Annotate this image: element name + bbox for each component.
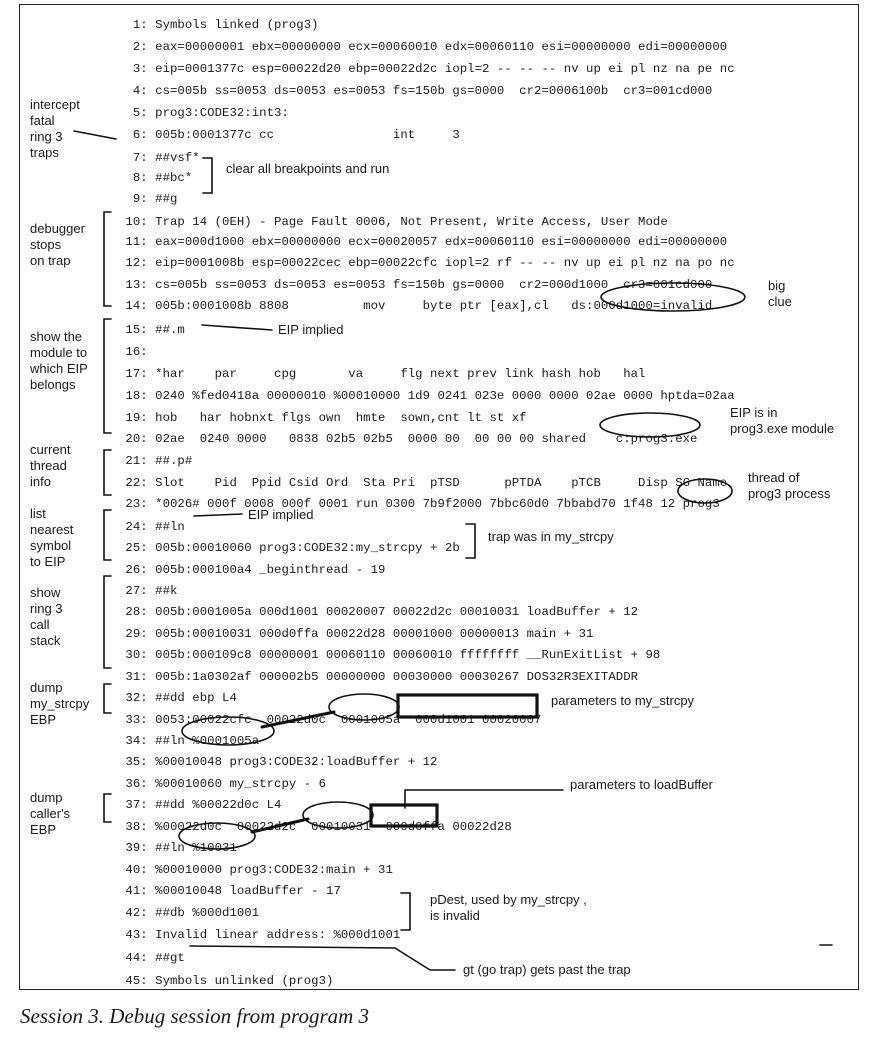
box-loadbuffer-param — [371, 805, 437, 826]
listing-line: 32: ##dd ebp L4 — [118, 691, 237, 705]
listing-line: 44: ##gt — [118, 951, 185, 965]
circle-prog3-name — [678, 479, 732, 503]
bracket-thread — [104, 450, 111, 495]
note-trap-in-strcpy: trap was in my_strcpy — [488, 529, 614, 544]
listing-line: 6: 005b:0001377c cc int 3 — [118, 128, 460, 142]
listing-line: 27: ##k — [118, 584, 178, 598]
listing-line: 14: 005b:0001008b 8808 mov byte ptr [eax],cl ds:000d1000=invalid — [118, 299, 713, 313]
pointer-intercept — [74, 131, 116, 139]
listing-line: 18: 0240 %fed0418a 00000010 %00010000 1d9 0241 023e 0000 0000 02ae 0000 hptda=02aa — [118, 389, 735, 403]
listing-line: 25: 005b:00010060 prog3:CODE32:my_strcpy + 2b — [118, 541, 460, 555]
listing-line: 1: Symbols linked (prog3) — [118, 18, 319, 32]
note-intercept-traps: intercept fatal ring 3 traps — [30, 97, 80, 160]
note-eip-in-module: EIP is in prog3.exe module — [730, 405, 835, 436]
listing-line: 10: Trap 14 (0EH) - Page Fault 0006, Not Present, Write Access, User Mode — [118, 215, 668, 229]
pointer-go-trap — [190, 946, 455, 970]
listing-line: 26: 005b:000100a4 _beginthread - 19 — [118, 563, 386, 577]
listing-line: 28: 005b:0001005a 000d1001 00020007 00022d2c 00010031 loadBuffer + 12 — [118, 605, 639, 619]
box-strcpy-params — [398, 695, 537, 717]
listing-line: 16: — [118, 345, 148, 359]
listing-line: 39: ##ln %10031 — [118, 841, 237, 855]
listing-line: 19: hob har hobnxt flgs own hmte sown,cnt lt st xf — [118, 411, 527, 425]
note-params-strcpy: parameters to my_strcpy — [551, 693, 695, 708]
note-eip-implied-2: EIP implied — [248, 507, 314, 522]
listing-line: 43: Invalid linear address: %000d1001 — [118, 928, 401, 942]
circle-pct-10031 — [179, 823, 255, 849]
listing-line: 36: %00010060 my_strcpy - 6 — [118, 777, 327, 791]
note-dump-caller-ebp: dump caller's EBP — [30, 790, 71, 837]
bracket-dump-caller — [104, 794, 111, 822]
note-eip-implied-1: EIP implied — [278, 322, 344, 337]
listing-line: 34: ##ln %0001005a — [118, 734, 260, 748]
note-thread-of-process: thread of prog3 process — [748, 470, 831, 501]
note-current-thread: current thread info — [30, 442, 71, 489]
link-return-address-2 — [252, 819, 308, 832]
bracket-clear-breakpoints — [203, 158, 212, 193]
listing-line: 38: %00022d0c 00022d2c 00010031 000d0ffa 00022d28 — [118, 820, 512, 834]
listing-line: 2: eax=00000001 ebx=00000000 ecx=00060010 edx=00060110 esi=00000000 edi=00000000 — [118, 40, 728, 54]
pointer-eip-implied-1 — [202, 325, 272, 330]
bracket-call-stack — [104, 576, 111, 668]
circle-prog3-exe — [600, 413, 700, 437]
circle-invalid-address — [601, 283, 745, 311]
listing-line: 7: ##vsf* — [118, 151, 200, 165]
listing-line: 37: ##dd %00022d0c L4 — [118, 798, 282, 812]
listing-line: 35: %00010048 prog3:CODE32:loadBuffer + 12 — [118, 755, 438, 769]
note-debugger-stops: debugger stops on trap — [30, 221, 85, 268]
listing-line: 11: eax=000d1000 ebx=00000000 ecx=00020057 edx=00060110 esi=00000000 edi=00000000 — [118, 235, 728, 249]
bracket-trap — [104, 212, 111, 306]
note-big-clue: big clue — [768, 278, 792, 309]
note-show-module: show the module to which EIP belongs — [30, 329, 88, 392]
listing-line: 17: *har par cpg va flg next prev link hash hob hal — [118, 367, 646, 381]
note-params-loadbuffer: parameters to loadBuffer — [570, 777, 713, 792]
bracket-dump-strcpy — [104, 684, 111, 713]
listing-line: 4: cs=005b ss=0053 ds=0053 es=0053 fs=150b gs=0000 cr2=0006100b cr3=001cd000 — [118, 84, 713, 98]
note-go-trap: gt (go trap) gets past the trap — [463, 962, 631, 977]
pointer-eip-implied-2 — [194, 514, 242, 516]
listing-line: 5: prog3:CODE32:int3: — [118, 106, 289, 120]
note-show-ring3: show ring 3 call stack — [30, 585, 63, 648]
bracket-module — [104, 319, 111, 433]
circle-0001005a — [329, 694, 399, 720]
bracket-pdest — [401, 893, 410, 930]
note-pdest-invalid: pDest, used by my_strcpy , is invalid — [430, 892, 587, 923]
link-return-address-1 — [262, 712, 334, 727]
listing-line: 30: 005b:000109c8 00000001 00060110 00060010 ffffffff __RunExitList + 98 — [118, 648, 661, 662]
caption: Session 3. Debug session from program 3 — [20, 1004, 370, 1028]
listing-line: 15: ##.m — [118, 323, 185, 337]
listing-line: 22: Slot Pid Ppid Csid Ord Sta Pri pTSD pPTDA pTCB Disp SG Name — [118, 476, 728, 490]
listing-line: 8: ##bc* — [118, 171, 193, 185]
circle-00010031 — [303, 802, 373, 828]
listing-line: 12: eip=0001008b esp=00022cec ebp=00022cfc iopl=2 rf -- -- nv up ei pl nz na po nc — [118, 256, 735, 270]
note-list-nearest: list nearest symbol to EIP — [30, 506, 74, 569]
listing-line: 33: 0053:00022cfc 00022d0c 0001005a 000d1001 00020007 — [118, 713, 542, 727]
listing-line: 24: ##ln — [118, 520, 185, 534]
listing-line: 21: ##.p# — [118, 454, 193, 468]
listing-line: 20: 02ae 0240 0000 0838 02b5 02b5 0000 00 00 00 00 shared c:prog3.exe — [118, 432, 698, 446]
listing-line: 23: *0026# 000f 0008 000f 0001 run 0300 7b9f2000 7bbc60d0 7bbabd70 1f48 12 prog3 — [118, 497, 720, 511]
listing-line: 40: %00010000 prog3:CODE32:main + 31 — [118, 863, 393, 877]
listing-line: 13: cs=005b ss=0053 ds=0053 es=0053 fs=150b gs=0000 cr2=000d1000 cr3=001cd000 — [118, 278, 713, 292]
listing-line: 45: Symbols unlinked (prog3) — [118, 974, 334, 988]
circle-pct-0001005a — [182, 717, 274, 745]
note-dump-strcpy-ebp: dump my_strcpy EBP — [30, 680, 90, 727]
listing-line: 41: %00010048 loadBuffer - 17 — [118, 884, 341, 898]
listing-line: 42: ##db %000d1001 — [118, 906, 260, 920]
bracket-trap-in-strcpy — [466, 524, 475, 558]
listing-line: 3: eip=0001377c esp=00022d20 ebp=00022d2c iopl=2 -- -- -- nv up ei pl nz na pe nc — [118, 62, 735, 76]
bracket-symbol — [104, 510, 111, 560]
listing-line: 29: 005b:00010031 000d0ffa 00022d28 00001000 00000013 main + 31 — [118, 627, 594, 641]
note-clear-breakpoints: clear all breakpoints and run — [226, 161, 390, 176]
listing-line: 9: ##g — [118, 192, 178, 206]
listing-line: 31: 005b:1a0302af 000002b5 00000000 00030000 00030267 DOS32R3EXITADDR — [118, 670, 639, 684]
